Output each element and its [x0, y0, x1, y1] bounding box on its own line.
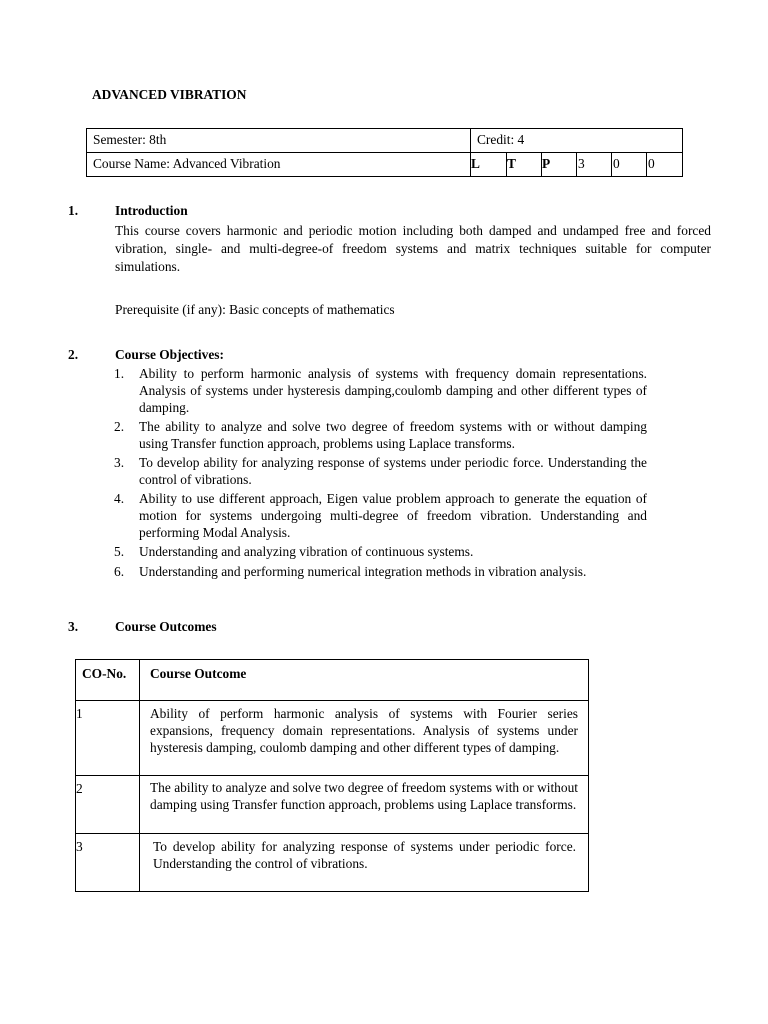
section-3-number: 3.	[68, 619, 79, 634]
co-text: Ability of perform harmonic analysis of systems with Fourier series expansions, frequency domain representations. Analysis of systems under hysteresis damping, coulomb damping and other different types of damping.	[140, 701, 589, 776]
credit-cell: Credit: 4	[471, 129, 683, 153]
co-text: To develop ability for analyzing response of systems under periodic force. Understanding the control of vibrations.	[140, 834, 589, 892]
intro-paragraph: This course covers harmonic and periodic motion including both damped and undamped free and forced vibration, single- and multi-degree-of freedom systems and matrix techniques suitable for computer simulations.	[115, 223, 711, 274]
section-1-number: 1.	[68, 203, 79, 218]
tutorial-value: 0	[612, 153, 647, 177]
semester-cell: Semester: 8th	[87, 129, 471, 153]
co-number: 1	[76, 701, 140, 776]
lecture-label: L	[471, 153, 507, 177]
course-outcomes-table	[75, 659, 589, 892]
objective-item: 5. Understanding and analyzing vibration of continuous systems.	[114, 544, 474, 559]
section-2-heading: Course Objectives:	[115, 347, 224, 362]
objective-item: 3. To develop ability for analyzing response of systems under periodic force. Understanding the control of vibrations.	[114, 455, 647, 487]
course-outcome-header: Course Outcome	[140, 660, 589, 701]
co-number: 2	[76, 776, 140, 834]
practical-value: 0	[647, 153, 683, 177]
course-name-cell: Course Name: Advanced Vibration	[87, 153, 471, 177]
document-title: ADVANCED VIBRATION	[92, 87, 247, 102]
practical-label: P	[542, 153, 577, 177]
course-info-table	[86, 128, 683, 177]
tutorial-label: T	[507, 153, 542, 177]
objective-item: 2. The ability to analyze and solve two degree of freedom systems with or without damping using Transfer function approach, problems using Laplace transforms.	[114, 419, 647, 451]
table-row	[76, 834, 589, 892]
table-header-row	[76, 660, 589, 701]
table-row	[76, 701, 589, 776]
co-number: 3	[76, 834, 140, 892]
section-1-heading: Introduction	[115, 203, 188, 218]
co-no-header: CO-No.	[76, 660, 140, 701]
table-row	[76, 776, 589, 834]
objective-item: 4. Ability to use different approach, Eigen value problem approach to generate the equation of motion for systems undergoing multi-degree of freedom vibration. Understanding and performing Modal Analysis.	[114, 491, 647, 540]
objectives-list	[114, 365, 647, 580]
objective-item: 1. Ability to perform harmonic analysis of systems with frequency domain representations. Analysis of systems under hysteresis damping,coulomb damping and other different types of damping.	[114, 366, 647, 415]
co-text: The ability to analyze and solve two degree of freedom systems with or without damping using Transfer function approach, problems using Laplace transforms.	[140, 776, 589, 834]
section-2-number: 2.	[68, 347, 79, 362]
objective-item: 6. Understanding and performing numerical integration methods in vibration analysis.	[114, 564, 587, 579]
section-3-heading: Course Outcomes	[115, 619, 217, 634]
lecture-value: 3	[577, 153, 612, 177]
prerequisite-text: Prerequisite (if any): Basic concepts of mathematics	[115, 302, 395, 317]
